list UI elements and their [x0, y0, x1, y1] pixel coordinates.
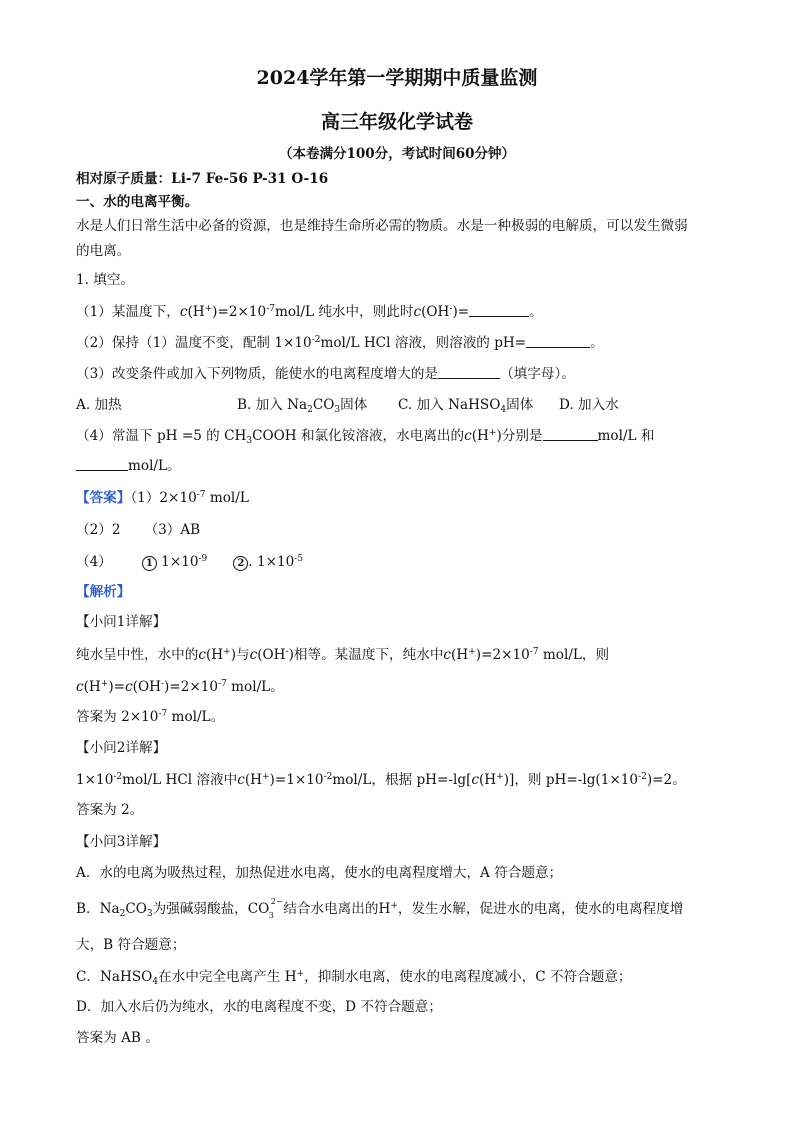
sub-question-3-option-a: A．水的电离为吸热过程，加热促进水电离，使水的电离程度增大，A 符合题意；	[76, 865, 563, 881]
option-c: C. 加入 NaHSO$_4$固体	[398, 397, 534, 415]
circled-number-1: 1	[142, 556, 157, 571]
question-part-1: （1）某温度下，$c(H^+)=2\times 10^{-7}mol/L$ 纯水中，则此时c(OH-)= 。	[76, 304, 543, 320]
answer-blank[interactable]	[76, 457, 128, 471]
sub-question-2-title: 【小问2详解】	[76, 740, 167, 756]
section-intro-line-2: 的电离。	[76, 243, 131, 259]
section-heading: 一、水的电离平衡。	[76, 194, 199, 210]
answer-line-1: 【答案】$(1)2\times 10^{-7}$ mol/L	[76, 490, 249, 506]
exam-title: 2024学年第一学期期中质量监测	[256, 67, 538, 89]
question-part-4-continued: mol/L。	[76, 457, 724, 475]
option-a: A. 加热	[76, 397, 122, 413]
answer-blank[interactable]	[469, 303, 529, 317]
sub-question-1-title: 【小问1详解】	[76, 614, 167, 630]
option-d: D. 加入水	[559, 397, 619, 413]
answer-line-2: （2）2 （3）AB	[76, 522, 201, 538]
option-b: B. 加入 $Na_2CO_3$固体	[237, 397, 368, 415]
section-intro-line-1: 水是人们日常生活中必备的资源，也是维持生命所必需的物质。水是一种极弱的电解质，可以发生微弱	[76, 218, 688, 234]
question-options	[76, 396, 724, 414]
sub-question-3-answer: 答案为 AB 。	[76, 1030, 159, 1046]
answer-line-3: （4） 1 $1\times 10^{-9}$ 2 . $1\times 10^{-5}$	[76, 554, 304, 570]
sub-question-1-line-2: $c(H^+)=c(OH^-)=2\times 10^{-7}$ mol/L。	[76, 679, 284, 695]
sub-question-1-line-1: 纯水呈中性，水中的c(H+)与c(OH-)相等。某温度下，纯水中$c(H^+)=2\times 10^{-7}$ mol/L，则	[76, 647, 610, 663]
analysis-label: 【解析】	[76, 584, 131, 600]
sub-question-3-option-b-continued: 大，B 符合题意；	[76, 937, 186, 953]
atomic-mass-line: 相对原子质量：Li-7 Fe-56 P-31 O-16	[76, 171, 329, 187]
question-number: 1. 填空。	[76, 272, 135, 288]
sub-question-3-title: 【小问3详解】	[76, 834, 167, 850]
sub-question-3-option-c: C．NaHSO$_4$在水中完全电离产生 H+，抑制水电离，使水的电离程度减小，C 不符合题意；	[76, 969, 632, 987]
sub-question-3-option-d: D．加入水后仍为纯水，水的电离程度不变，D 不符合题意；	[76, 999, 442, 1015]
carbonate-ion: CO 2− 3	[247, 897, 283, 920]
sub-question-3-option-b: B．$Na_2CO_3$为强碱弱酸盐，CO 2− 3 结合水电离出的H+，发生水解，促进水的电离，使水的电离程度增	[76, 897, 684, 920]
sub-question-2-answer: 答案为 2。	[76, 802, 144, 818]
answer-blank[interactable]	[526, 334, 590, 348]
exam-note: （本卷满分100分，考试时间60分钟）	[279, 146, 515, 162]
question-part-2: （2）保持（1）温度不变，配制 $1\times 10^{-2}mol/L$ HCl 溶液，则溶液的 pH= 。	[76, 335, 604, 351]
question-part-4: （4）常温下 pH =5 的 $CH_3COOH$ 和氯化铵溶液，水电离出的c(H+)分别是 mol/L 和	[76, 428, 655, 446]
answer-label: 【答案】	[76, 490, 131, 506]
sub-question-1-answer: 答案为 $2\times 10^{-7}$ mol/L。	[76, 709, 225, 725]
exam-subtitle: 高三年级化学试卷	[320, 111, 473, 133]
sub-question-2-line-1: $1\times 10^{-2}mol/L$ HCl 溶液中$c(H^+)=1\times 10^{-2}mol/L$，根据 pH=-lg[c(H+)]，则 $pH=-\lg(1\times 10^{-2})=2$。	[76, 772, 686, 788]
answer-blank[interactable]	[438, 365, 500, 379]
question-part-3: （3）改变条件或加入下列物质，能使水的电离程度增大的是 （填字母）。	[76, 366, 575, 382]
answer-blank[interactable]	[543, 427, 598, 441]
circled-number-2: 2	[233, 556, 248, 571]
